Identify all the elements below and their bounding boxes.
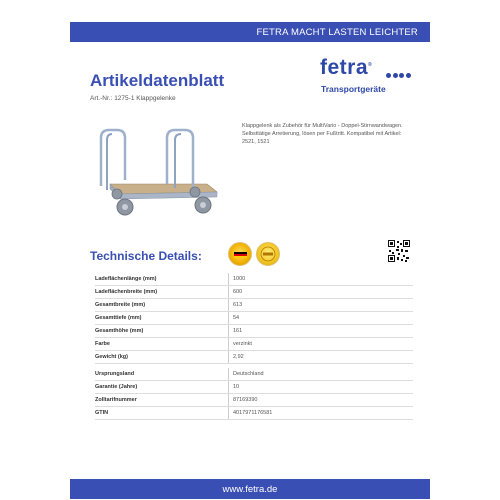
spec-row: Ladeflächenlänge (mm) 1000 <box>95 273 413 286</box>
spec-row: Farbe verzinkt <box>95 338 413 351</box>
header-slogan: FETRA MACHT LASTEN LEICHTER <box>256 26 418 38</box>
product-description: Klappgelenk als Zubehör für MultiVario - Doppel-Stirnwandwagen. Selbsttätige Arretierung, lösen per Fußtritt. Kompatibel mit Artikel: 2521, 1521 <box>242 123 403 145</box>
guarantee-badge <box>256 242 280 266</box>
website-link[interactable]: www.fetra.de <box>222 483 278 495</box>
spec-row: Gesamttiefe (mm) 54 <box>95 312 413 325</box>
technical-details-heading: Technische Details: <box>90 249 202 263</box>
datasheet-page <box>70 0 430 500</box>
qr-code <box>388 240 410 262</box>
made-in-germany-badge <box>228 242 252 266</box>
spec-row: Gesamtbreite (mm) 613 <box>95 299 413 312</box>
guarantee-seal-icon <box>257 243 279 265</box>
spec-row: GTIN 4017971176581 <box>95 407 413 420</box>
fetra-logo <box>320 56 410 96</box>
specs-table <box>95 273 413 420</box>
logo-subtitle: Transportgeräte <box>321 84 386 94</box>
germany-flag-icon <box>234 252 247 258</box>
spec-row: Ursprungsland Deutschland <box>95 368 413 381</box>
header-bar <box>70 22 430 42</box>
spec-row: Zolltarifnummer 87169390 <box>95 394 413 407</box>
spec-row: Garantie (Jahre) 10 <box>95 381 413 394</box>
spec-row: Gesamthöhe (mm) 161 <box>95 325 413 338</box>
spec-row: Ladeflächenbreite (mm) 600 <box>95 286 413 299</box>
page-title: Artikeldatenblatt <box>90 71 225 90</box>
article-number: Art.-Nr.: 1275-1 Klappgelenke <box>90 95 176 102</box>
footer-bar <box>70 479 430 499</box>
logo-dots-icon <box>386 73 411 78</box>
logo-wordmark: fetra® <box>320 56 373 79</box>
spec-row: Gewicht (kg) 2,92 <box>95 351 413 364</box>
platform-trolley-image <box>95 118 230 218</box>
